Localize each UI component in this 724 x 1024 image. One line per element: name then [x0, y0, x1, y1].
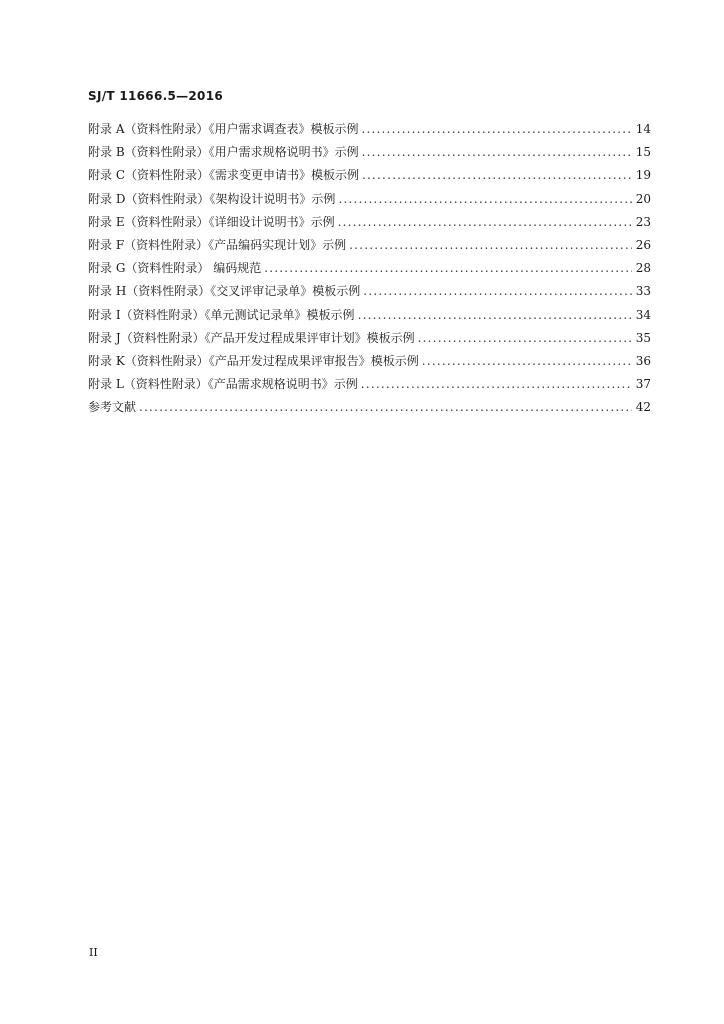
- table-of-contents: [88, 118, 651, 419]
- toc-entry-title: 附录 C（资料性附录）《需求变更申请书》模板示例: [88, 168, 359, 183]
- dot-leader: [362, 141, 632, 164]
- toc-entry-appendix-h[interactable]: [88, 280, 651, 303]
- toc-entry-appendix-b[interactable]: [88, 141, 651, 164]
- toc-entry-appendix-e[interactable]: [88, 211, 651, 234]
- dot-leader: [349, 234, 632, 257]
- toc-page-number: 19: [635, 168, 651, 183]
- toc-entry-title: 附录 H（资料性附录）《交叉评审记录单》模板示例: [88, 284, 361, 299]
- toc-page-number: 28: [635, 261, 651, 276]
- dot-leader: [358, 304, 632, 327]
- toc-entry-appendix-c[interactable]: [88, 164, 651, 187]
- dot-leader: [422, 350, 632, 373]
- toc-entry-title: 附录 F（资料性附录）《产品编码实现计划》示例: [88, 237, 347, 252]
- toc-entry-title: 附录 E（资料性附录）《详细设计说明书》示例: [88, 214, 335, 229]
- toc-page-number: 35: [635, 330, 651, 345]
- dot-leader: [418, 327, 632, 350]
- toc-entry-title: 附录 I（资料性附录）《单元测试记录单》模板示例: [88, 307, 355, 322]
- dot-leader: [139, 396, 632, 419]
- toc-entry-title: 附录 K（资料性附录）《产品开发过程成果评审报告》模板示例: [88, 353, 419, 368]
- toc-entry-title: 附录 G（资料性附录） 编码规范: [88, 261, 262, 276]
- toc-entry-appendix-l[interactable]: [88, 373, 651, 396]
- toc-entry-title: 附录 A（资料性附录）《用户需求调查表》模板示例: [88, 122, 359, 136]
- toc-entry-title: 附录 D（资料性附录）《架构设计说明书》示例: [88, 191, 336, 206]
- toc-entry-appendix-a[interactable]: [88, 118, 651, 141]
- toc-page-number: 33: [635, 284, 651, 299]
- toc-page-number: 37: [635, 377, 651, 392]
- toc-entry-appendix-k[interactable]: [88, 350, 651, 373]
- dot-leader: [338, 211, 632, 234]
- toc-entry-title: 参考文献: [88, 400, 137, 415]
- toc-page-number: 26: [635, 237, 651, 252]
- toc-entry-title: 附录 B（资料性附录）《用户需求规格说明书》示例: [88, 145, 359, 160]
- dot-leader: [361, 373, 632, 396]
- toc-entry-appendix-g[interactable]: [88, 257, 651, 280]
- standard-id: SJ/T 11666.5—2016: [88, 89, 224, 103]
- toc-entry-appendix-i[interactable]: [88, 304, 651, 327]
- page-number-footer: II: [89, 946, 98, 959]
- toc-page-number: 14: [635, 122, 651, 136]
- toc-entry-appendix-f[interactable]: [88, 234, 651, 257]
- toc-entry-appendix-d[interactable]: [88, 188, 651, 211]
- toc-page-number: 23: [635, 214, 651, 229]
- toc-entry-title: 附录 J（资料性附录）《产品开发过程成果评审计划》模板示例: [88, 330, 415, 345]
- toc-entry-title: 附录 L（资料性附录）《产品需求规格说明书》示例: [88, 377, 358, 392]
- toc-entry-references[interactable]: [88, 396, 651, 419]
- toc-page-number: 34: [635, 307, 651, 322]
- dot-leader: [362, 164, 632, 187]
- toc-page-number: 36: [635, 353, 651, 368]
- dot-leader: [361, 118, 632, 141]
- dot-leader: [363, 280, 632, 303]
- dot-leader: [264, 257, 632, 280]
- toc-entry-appendix-j[interactable]: [88, 327, 651, 350]
- toc-page-number: 20: [635, 191, 651, 206]
- dot-leader: [338, 188, 632, 211]
- toc-page-number: 15: [635, 145, 651, 160]
- toc-page-number: 42: [635, 400, 651, 415]
